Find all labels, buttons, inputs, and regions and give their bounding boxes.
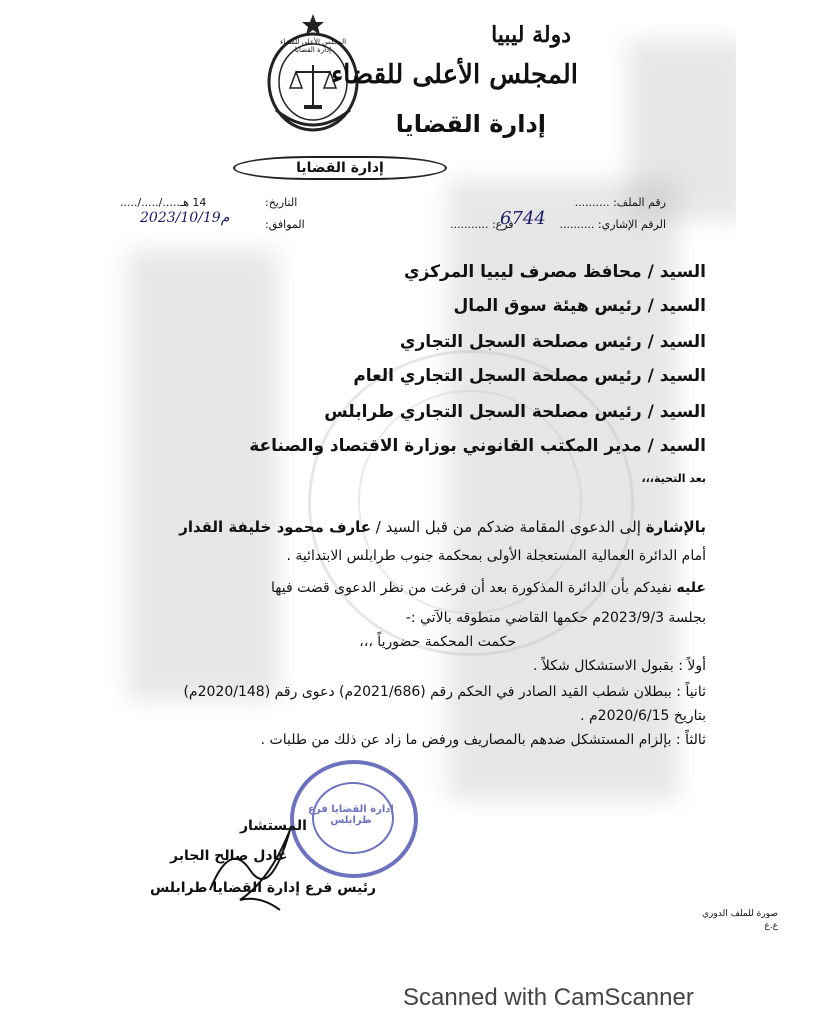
signatory-name: عادل صالح الجابر <box>170 848 288 864</box>
signatory-position: رئيس فرع إدارة القضايا طرابلس <box>150 880 377 896</box>
footer-line-2: ع.ع <box>764 921 778 931</box>
ruling-second-date: بتاريخ 2020/6/15م . <box>580 708 706 724</box>
addressee-1: السيد / محافظ مصرف ليبيا المركزي <box>404 262 706 282</box>
addressee-2: السيد / رئيس هيئة سوق المال <box>453 296 706 316</box>
stamp-text: إدارة القضايا فرع طرابلس <box>308 804 394 826</box>
addressee-4: السيد / رئيس مصلحة السجل التجاري العام <box>353 366 706 386</box>
reference-number-value: 6744 <box>500 208 546 229</box>
signatory-title: المستشار <box>240 818 307 834</box>
date-gregorian: 2023/10/19م <box>140 210 230 226</box>
corresponding-label: الموافق: <box>265 218 305 231</box>
addressee-3: السيد / رئيس مصلحة السجل التجاري <box>399 332 706 352</box>
department-tab <box>233 156 447 180</box>
department-tab-label: إدارة القضايا <box>296 160 384 176</box>
greeting: بعد التحية،،، <box>641 472 706 485</box>
ruling-second: ثانياً : ببطلان شطب القيد الصادر في الحكم رقم (2021/686م) دعوى رقم (2020/148م) <box>183 684 706 700</box>
addressee-6: السيد / مدير المكتب القانوني بوزارة الاقتصاد والصناعة <box>249 436 706 456</box>
file-number-label: رقم الملف: .......... <box>574 196 666 209</box>
claimant-name: عارف محمود خليفة القدار <box>179 518 372 536</box>
date-label: التاريخ: <box>265 196 298 209</box>
body-line-1 <box>179 518 706 536</box>
branch-label: فرع: ........... <box>450 218 514 231</box>
body-line-4: بجلسة 2023/9/3م حكمها القاضي منطوقه بالآتي :- <box>405 610 706 626</box>
court-ruled: حكمت المحكمة حضورياً ،،، <box>359 634 516 650</box>
ruling-third: ثالثاً : بإلزام المستشكل ضدهم بالمصاريف ورفض ما زاد عن ذلك من طلبات . <box>260 732 706 748</box>
date-hijri: 14 هـ...../...../..... <box>120 196 207 209</box>
body-line-3 <box>271 580 706 596</box>
council-name: المجلس الأعلى للقضاء <box>330 60 578 90</box>
footer-notes <box>702 908 778 932</box>
body-line-1-lead: بالإشارة <box>645 518 706 536</box>
handwritten-signature-icon <box>200 800 310 920</box>
body-line-2: أمام الدائرة العمالية المستعجلة الأولى بمحكمة جنوب طرابلس الابتدائية . <box>286 548 706 564</box>
ruling-first: أولاً : بقبول الاستشكال شكلاً . <box>533 658 706 674</box>
department-name: إدارة القضايا <box>395 110 546 138</box>
body-line-3-text: نفيدكم بأن الدائرة المذكورة بعد أن فرغت من نظر الدعوى قضت فيها <box>271 580 677 596</box>
body-line-3-lead: عليه <box>676 580 706 596</box>
footer-line-1: صورة للملف الدوري <box>702 909 778 919</box>
reference-number-label: الرقم الإشاري: .......... <box>559 218 666 231</box>
addressee-5: السيد / رئيس مصلحة السجل التجاري طرابلس <box>324 402 706 422</box>
state-name: دولة ليبيا <box>491 22 571 48</box>
emblem-ring-text: المجلس الأعلى للقضاء إدارة القضايا <box>279 38 347 54</box>
body-line-1-text: إلى الدعوى المقامة ضدكم من قبل السيد / <box>371 518 646 536</box>
camscanner-label: Scanned with CamScanner <box>403 984 694 1011</box>
